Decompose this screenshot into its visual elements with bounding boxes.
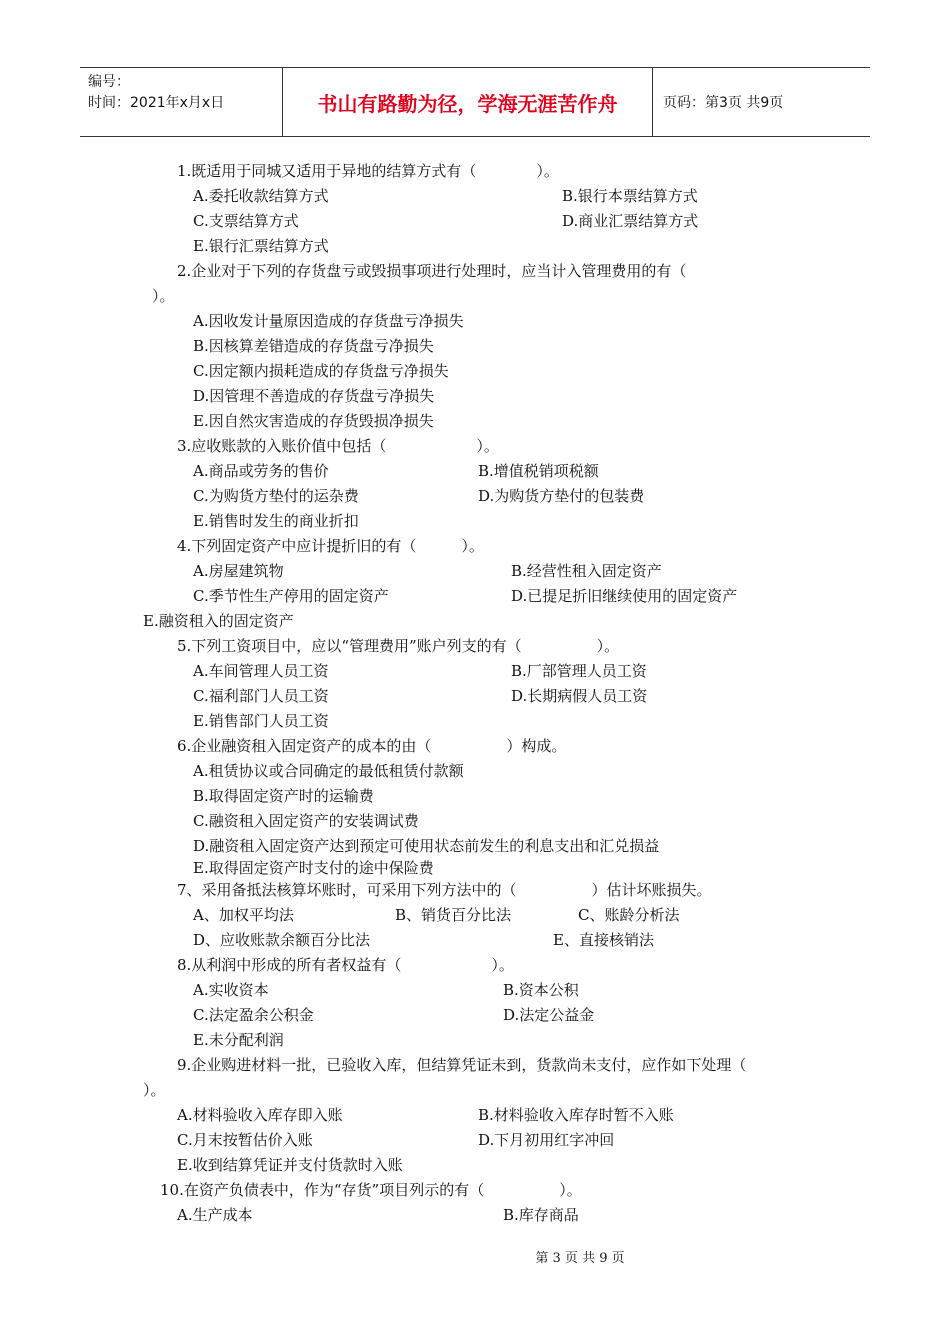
option: B.厂部管理人员工资 bbox=[511, 662, 647, 680]
option: C.福利部门人员工资 bbox=[193, 687, 329, 705]
option: D.商业汇票结算方式 bbox=[562, 212, 699, 230]
option: B.材料验收入库存时暂不入账 bbox=[478, 1106, 674, 1124]
option: A.材料验收入库存即入账 bbox=[177, 1106, 343, 1124]
option: B.增值税销项税额 bbox=[478, 462, 599, 480]
option: E.销售部门人员工资 bbox=[193, 712, 329, 730]
option: C.季节性生产停用的固定资产 bbox=[193, 587, 389, 605]
code-label: 编号： bbox=[88, 74, 130, 90]
page-footer: 第 3 页 共 9 页 bbox=[535, 1251, 625, 1266]
option: E、直接核销法 bbox=[553, 931, 654, 949]
option: C.法定盈余公积金 bbox=[193, 1006, 314, 1024]
option: D.法定公益金 bbox=[503, 1006, 595, 1024]
option: B.银行本票结算方式 bbox=[562, 187, 698, 205]
option: E.银行汇票结算方式 bbox=[193, 237, 329, 255]
option: A.房屋建筑物 bbox=[193, 562, 284, 580]
option: A、加权平均法 bbox=[193, 906, 294, 924]
option: A.委托收款结算方式 bbox=[193, 187, 329, 205]
header-page-info: 页码：第3页 共9页 bbox=[663, 95, 784, 111]
question-stem: 3.应收账款的入账价值中包括（ ）。 bbox=[177, 437, 499, 455]
question-stem: 1.既适用于同城又适用于异地的结算方式有（ ）。 bbox=[177, 162, 559, 180]
option: D、应收账款余额百分比法 bbox=[193, 931, 371, 949]
question-stem: 6.企业融资租入固定资产的成本的由（ ）构成。 bbox=[177, 737, 567, 755]
option: D.因管理不善造成的存货盘亏净损失 bbox=[193, 387, 435, 405]
option: D.长期病假人员工资 bbox=[511, 687, 648, 705]
option: B.经营性租入固定资产 bbox=[511, 562, 662, 580]
option: A.商品或劳务的售价 bbox=[193, 462, 329, 480]
option: B.取得固定资产时的运输费 bbox=[193, 787, 374, 805]
option: D.已提足折旧继续使用的固定资产 bbox=[511, 587, 738, 605]
option: C.支票结算方式 bbox=[193, 212, 299, 230]
question-stem: 2.企业对于下列的存货盘亏或毁损事项进行处理时，应当计入管理费用的有（ bbox=[177, 262, 687, 280]
question-stem: 9.企业购进材料一批，已验收入库，但结算凭证未到，货款尚未支付，应作如下处理（ bbox=[177, 1056, 747, 1074]
question-stem: 5.下列工资项目中，应以“管理费用”账户列支的有（ ）。 bbox=[177, 637, 620, 655]
option: A.租赁协议或合同确定的最低租赁付款额 bbox=[193, 762, 464, 780]
question-stem: 8.从利润中形成的所有者权益有（ ）。 bbox=[177, 956, 514, 974]
option: A.因收发计量原因造成的存货盘亏净损失 bbox=[193, 312, 464, 330]
option: B、销货百分比法 bbox=[395, 906, 512, 924]
option: E.销售时发生的商业折扣 bbox=[193, 512, 359, 530]
option: C.因定额内损耗造成的存货盘亏净损失 bbox=[193, 362, 449, 380]
option: A.生产成本 bbox=[177, 1206, 253, 1224]
header-motto: 书山有路勤为径，学海无涯苦作舟 bbox=[283, 68, 653, 136]
option: C.融资租入固定资产的安装调试费 bbox=[193, 812, 419, 830]
option: D.为购货方垫付的包装费 bbox=[478, 487, 645, 505]
option: B.因核算差错造成的存货盘亏净损失 bbox=[193, 337, 434, 355]
option: C、账龄分析法 bbox=[578, 906, 680, 924]
option: C.为购货方垫付的运杂费 bbox=[193, 487, 359, 505]
option: D.融资租入固定资产达到预定可使用状态前发生的利息支出和汇兑损益 bbox=[193, 837, 660, 855]
option: E.取得固定资产时支付的途中保险费 bbox=[193, 859, 434, 877]
option: E.融资租入的固定资产 bbox=[143, 612, 294, 630]
question-stem: 7、采用备抵法核算坏账时，可采用下列方法中的（ ）估计坏账损失。 bbox=[177, 881, 712, 899]
question-stem: 4.下列固定资产中应计提折旧的有（ ）。 bbox=[177, 537, 484, 555]
option: E.未分配利润 bbox=[193, 1031, 284, 1049]
time-label: 时间：2021年x月x日 bbox=[88, 95, 225, 111]
option: D.下月初用红字冲回 bbox=[478, 1131, 615, 1149]
option: E.收到结算凭证并支付货款时入账 bbox=[177, 1156, 403, 1174]
question-stem-cont: ）。 bbox=[143, 1081, 166, 1099]
question-stem-cont: ）。 bbox=[152, 287, 175, 305]
option: B.资本公积 bbox=[503, 981, 579, 999]
option: B.库存商品 bbox=[503, 1206, 579, 1224]
page-header bbox=[80, 67, 870, 137]
option: A.车间管理人员工资 bbox=[193, 662, 329, 680]
option: C.月末按暂估价入账 bbox=[177, 1131, 313, 1149]
question-stem: 10.在资产负债表中，作为“存货”项目列示的有（ ）。 bbox=[160, 1181, 582, 1199]
header-meta bbox=[80, 68, 283, 136]
option: A.实收资本 bbox=[193, 981, 269, 999]
option: E.因自然灾害造成的存货毁损净损失 bbox=[193, 412, 434, 430]
